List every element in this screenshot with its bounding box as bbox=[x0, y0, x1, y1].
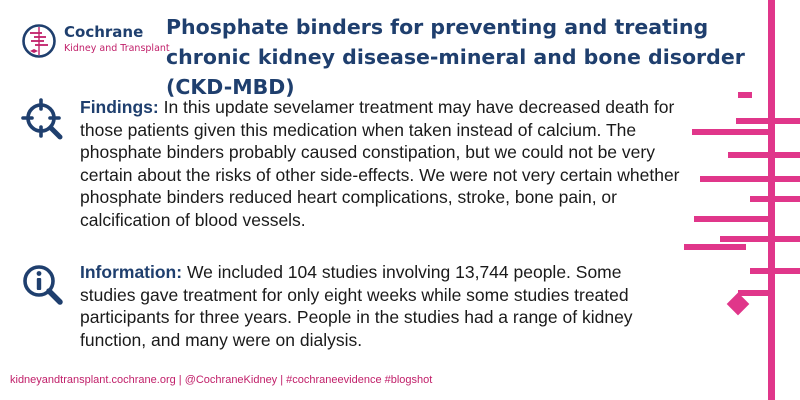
findings-label: Findings: bbox=[80, 97, 159, 117]
information-text: We included 104 studies involving 13,744 people. Some studies gave treatment for only eight weeks while some studies treated participants for three years. People in the studies had a range of kidney function, and many were on dialysis. bbox=[80, 262, 633, 350]
decorative-forest-plot bbox=[680, 0, 800, 400]
findings-paragraph bbox=[80, 96, 680, 231]
crosshair-search-icon bbox=[20, 96, 64, 140]
info-magnifier-icon bbox=[20, 262, 64, 306]
footer-links[interactable]: kidneyandtransplant.cochrane.org | @CochraneKidney | #cochraneevidence #blogshot bbox=[10, 374, 433, 386]
information-label: Information: bbox=[80, 262, 183, 282]
information-paragraph bbox=[80, 261, 680, 351]
logo-name: Cochrane bbox=[64, 23, 144, 41]
cochrane-forest-plot-icon bbox=[22, 24, 56, 58]
page-title: Phosphate binders for preventing and treating chronic kidney disease-mineral and bone disorder (CKD-MBD) bbox=[166, 15, 745, 99]
logo-subtitle: Kidney and Transplant bbox=[64, 43, 170, 54]
cochrane-logo[interactable] bbox=[22, 22, 172, 62]
findings-text: In this update sevelamer treatment may have decreased death for those patients given this medication when taken instead of calcium. The phosphate binders probably caused constipation, but we could not be very certain about the risks of other side-effects. We were not very certain whether phosphate binders reduced heart complications, stroke, bone pain, or calcification of blood vessels. bbox=[80, 97, 680, 230]
